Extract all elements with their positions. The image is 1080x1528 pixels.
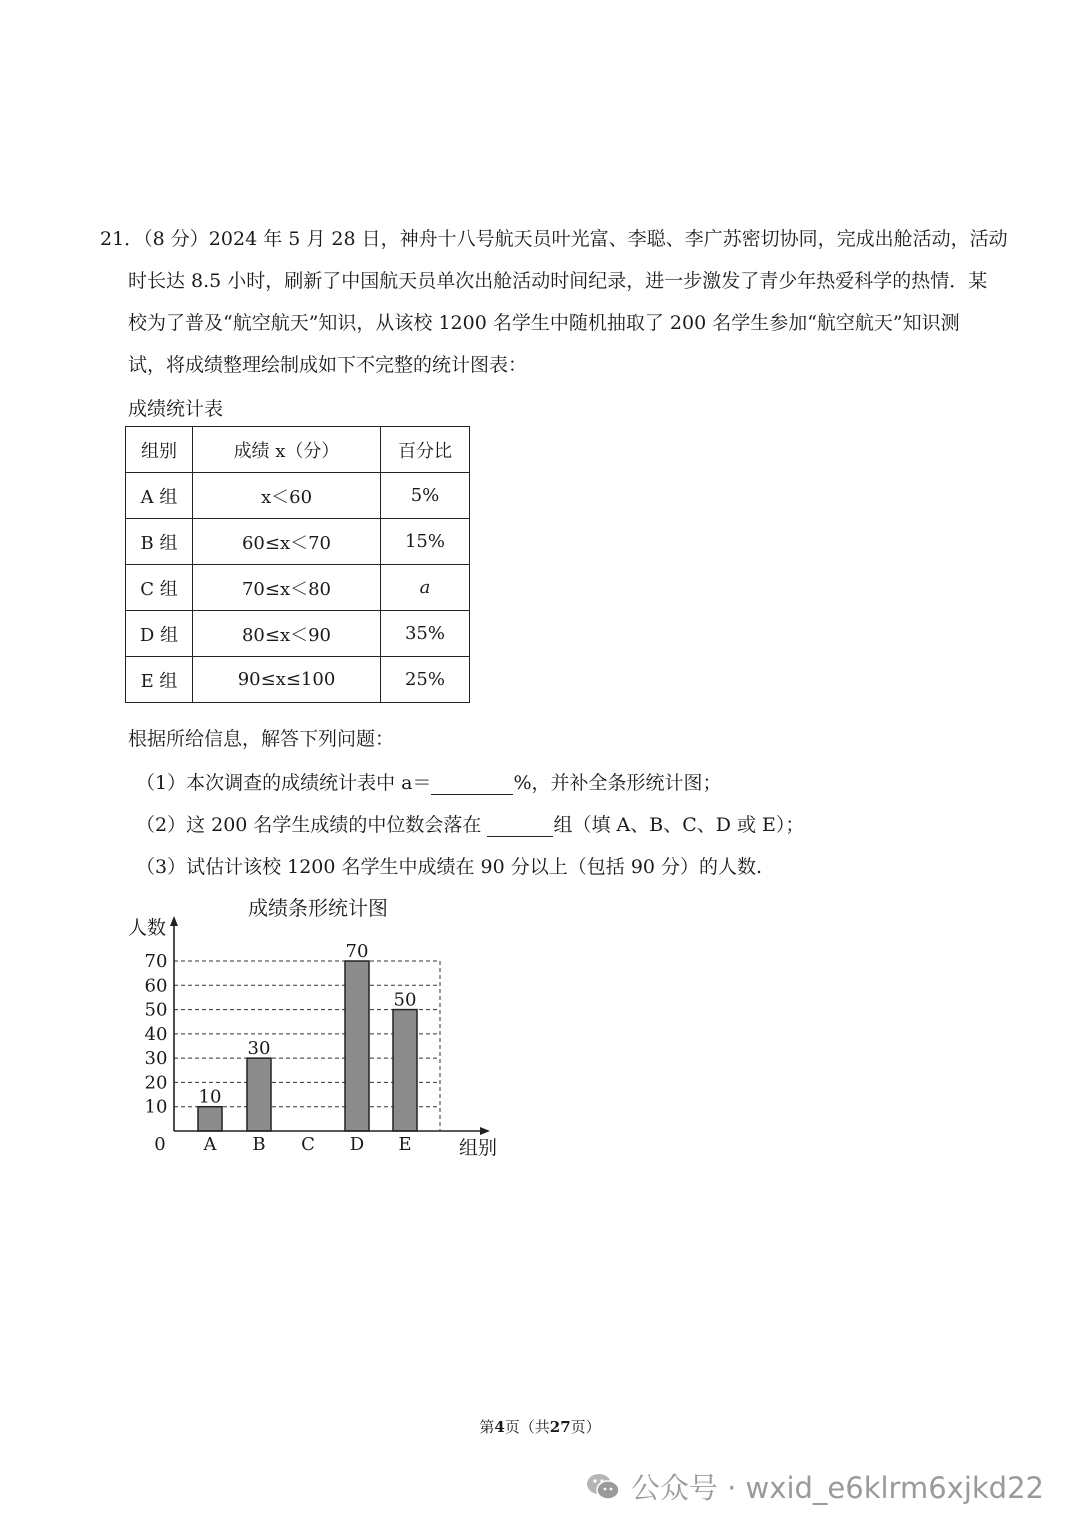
- table-cell: E 组: [126, 657, 193, 703]
- table-cell: 15%: [381, 519, 470, 565]
- table-cell: A 组: [126, 473, 193, 519]
- table-header-cell: 组别: [126, 427, 193, 473]
- footer-page-number: 4: [494, 1418, 505, 1436]
- bar: [198, 1107, 222, 1131]
- bar-value-label: 30: [247, 1038, 271, 1060]
- y-tick-label: 20: [144, 1072, 168, 1094]
- footer-suffix: 页）: [570, 1418, 601, 1436]
- y-axis-label: 人数: [127, 917, 167, 939]
- prompt-text: 根据所给信息，解答下列问题：: [128, 728, 395, 750]
- y-tick-label: 10: [144, 1096, 168, 1118]
- bar: [345, 961, 369, 1131]
- table-cell: 5%: [381, 473, 470, 519]
- bar-value-label: 70: [345, 941, 369, 962]
- watermark: [585, 1466, 1044, 1507]
- y-tick-label: 40: [144, 1023, 168, 1045]
- table-header-cell: 百分比: [381, 427, 470, 473]
- y-tick-label: 30: [144, 1048, 168, 1070]
- table-cell: a: [381, 565, 470, 611]
- footer-middle: 页（共: [504, 1418, 550, 1436]
- bar-value-label: 10: [198, 1086, 222, 1108]
- sub-question-2-prefix: （2）这 200 名学生成绩的中位数会落在: [136, 814, 488, 836]
- table-cell: B 组: [126, 519, 193, 565]
- x-tick-label: A: [203, 1134, 217, 1155]
- table-cell: 90≤x≤100: [193, 657, 381, 703]
- sub-question-1-prefix: （1）本次调查的成绩统计表中 a＝: [136, 772, 432, 794]
- question-line: 时长达 8.5 小时，刷新了中国航天员单次出舱活动时间纪录，进一步激发了青少年热爱科学的热情．某: [128, 270, 988, 292]
- y-tick-label: 0: [154, 1134, 166, 1155]
- table-cell: 35%: [381, 611, 470, 657]
- table-header-cell: 成绩 x（分）: [193, 427, 381, 473]
- sub-question-2-suffix: 组（填 A、B、C、D 或 E）；: [553, 814, 805, 836]
- sub-question-3: （3）试估计该校 1200 名学生中成绩在 90 分以上（包括 90 分）的人数.: [136, 856, 763, 878]
- x-tick-label: B: [252, 1134, 266, 1155]
- wechat-icon: [585, 1471, 621, 1503]
- footer-prefix: 第: [479, 1418, 495, 1436]
- bar: [393, 1010, 417, 1131]
- y-tick-label: 60: [144, 975, 168, 997]
- table-cell: 25%: [381, 657, 470, 703]
- question-line: 试，将成绩整理绘制成如下不完整的统计图表：: [128, 354, 528, 376]
- y-tick-label: 70: [144, 951, 168, 972]
- y-axis-arrow: [170, 916, 178, 926]
- footer-total-pages: 27: [549, 1418, 571, 1436]
- x-tick-label: E: [398, 1134, 412, 1155]
- x-axis-arrow: [480, 1127, 490, 1135]
- page-footer: [0, 1416, 1080, 1437]
- table-cell: 60≤x＜70: [193, 519, 381, 565]
- y-tick-label: 50: [144, 999, 168, 1021]
- watermark-text: 公众号 · wxid_e6klrm6xjkd22: [630, 1471, 1044, 1505]
- x-tick-label: D: [349, 1134, 365, 1155]
- table-cell: 80≤x＜90: [193, 611, 381, 657]
- table-cell: 70≤x＜80: [193, 565, 381, 611]
- table-cell: x＜60: [193, 473, 381, 519]
- chart-bars: [198, 961, 417, 1131]
- x-tick-label: C: [301, 1134, 315, 1155]
- sub-question-1-suffix: %，并补全条形统计图；: [513, 772, 722, 794]
- table-caption: 成绩统计表: [128, 398, 224, 420]
- chart-title: 成绩条形统计图: [248, 896, 388, 920]
- x-axis-label: 组别: [458, 1137, 498, 1159]
- table-cell: C 组: [126, 565, 193, 611]
- bar-value-label: 50: [393, 989, 417, 1011]
- chart-labels: [128, 917, 497, 1159]
- question-line: 21．（8 分）2024 年 5 月 28 日，神舟十八号航天员叶光富、李聪、李广苏密切协同，完成出舱活动，活动: [100, 228, 1008, 250]
- bar: [247, 1058, 271, 1131]
- question-line: 校为了普及“航空航天”知识，从该校 1200 名学生中随机抽取了 200 名学生参加“航空航天”知识测: [128, 312, 960, 334]
- table-cell: D 组: [126, 611, 193, 657]
